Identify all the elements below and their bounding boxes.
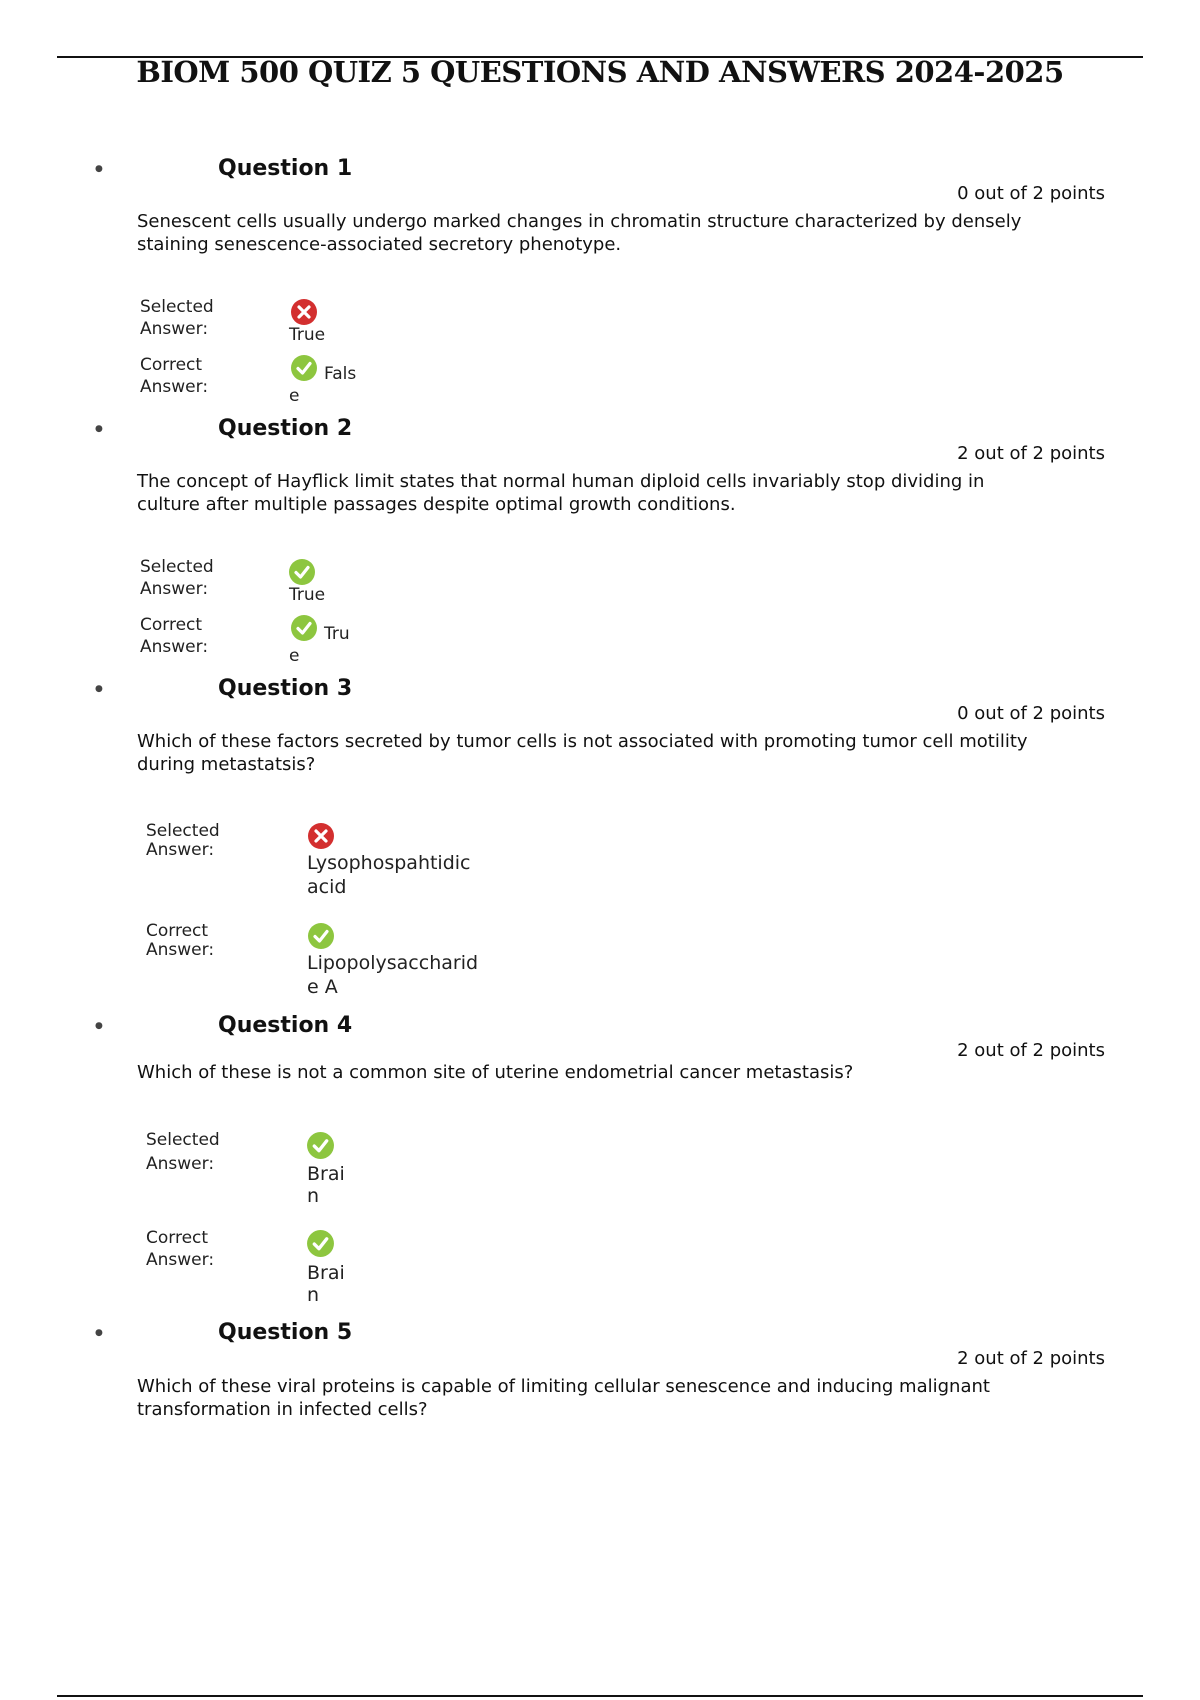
check-circle-icon [306,1229,335,1258]
document-title: BIOM 500 QUIZ 5 QUESTIONS AND ANSWERS 2024-2025 [136,55,1064,89]
bullet-icon: ● [95,684,103,694]
bullet-icon: ● [95,1021,103,1031]
bullet-icon: ● [95,1328,103,1338]
question-points: 0 out of 2 points [957,703,1105,724]
check-circle-icon [307,922,335,950]
correct-answer-label: Correct Answer: [140,615,209,657]
correct-answer-text: Lipopolysaccharid e A [307,952,479,998]
question-title: Question 5 [218,1320,353,1345]
correct-answer-text: Tru [324,624,350,644]
correct-answer-text-wrap: e [289,646,300,666]
check-circle-icon [290,614,318,642]
selected-answer-label: Selected Answer: [140,557,214,599]
question-points: 0 out of 2 points [957,183,1105,204]
question-text: The concept of Hayflick limit states that normal human diploid cells invariably stop dividing in culture after multiple passages despite optimal growth conditions. [137,471,985,515]
bullet-icon: ● [95,164,103,174]
correct-answer-text: Fals [324,364,357,384]
correct-answer-label: Correct Answer: [146,1228,215,1270]
question-title: Question 3 [218,676,353,701]
question-text: Senescent cells usually undergo marked changes in chromatin structure characterized by densely staining senescence-associated secretory phenotype. [137,211,1022,255]
question-text: Which of these is not a common site of uterine endometrial cancer metastasis? [137,1062,854,1083]
bottom-rule [57,1695,1143,1697]
check-circle-icon [306,1131,335,1160]
question-points: 2 out of 2 points [957,443,1105,464]
selected-answer-text: True [289,325,326,345]
question-title: Question 4 [218,1013,353,1038]
correct-answer-text-wrap: e [289,386,300,406]
bullet-icon: ● [95,424,103,434]
correct-answer-label: Correct Answer: [140,355,209,397]
question-text: Which of these viral proteins is capable of limiting cellular senescence and inducing malignant transformation in infected cells? [137,1376,990,1420]
x-circle-icon [290,298,318,326]
correct-answer-text: Brai n [307,1262,345,1306]
check-circle-icon [288,558,316,586]
question-title: Question 2 [218,416,353,441]
question-title: Question 1 [218,156,353,181]
question-points: 2 out of 2 points [957,1348,1105,1369]
question-points: 2 out of 2 points [957,1040,1105,1061]
selected-answer-text: Brai n [307,1163,345,1207]
correct-answer-label: Correct Answer: [146,921,215,960]
selected-answer-text: Lysophospahtidic acid [307,852,471,898]
selected-answer-text: True [289,585,326,605]
selected-answer-label: Selected Answer: [146,821,220,860]
question-text: Which of these factors secreted by tumor cells is not associated with promoting tumor cell motility during metastatsis? [137,731,1028,775]
check-circle-icon [290,354,318,382]
selected-answer-label: Selected Answer: [140,297,214,339]
selected-answer-label: Selected Answer: [146,1130,220,1174]
x-circle-icon [307,822,335,850]
